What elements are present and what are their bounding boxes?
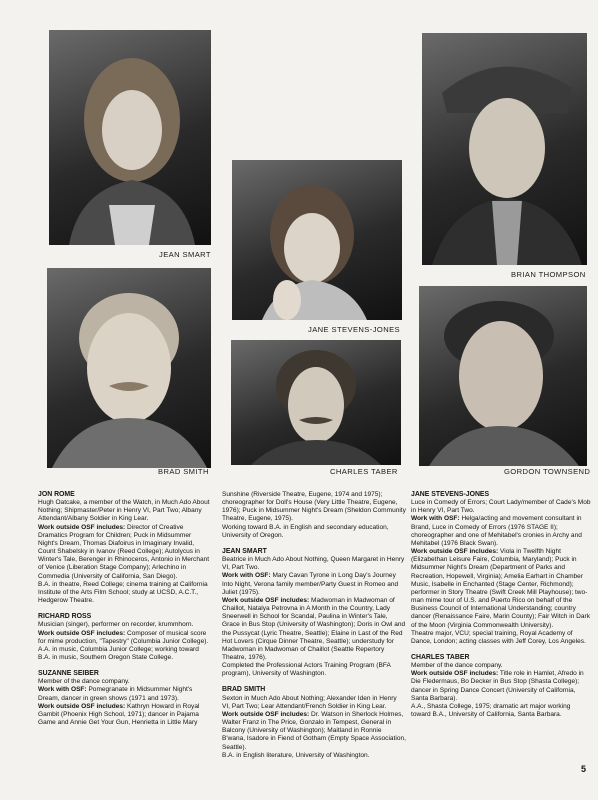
photo-brian-thompson bbox=[422, 33, 587, 265]
bio-education: B.A. in English literature, University of Washington. bbox=[222, 751, 370, 759]
bio-text: Helga/acting and movement consultant in Brand, Luce in Comedy of Errors (1976 STAGE II); choreographer and one of Mehitabel's cronies in Archy and Mehitabel (1976 Black Swan). bbox=[411, 515, 582, 547]
bio-label: Work outside OSF includes: bbox=[411, 548, 499, 556]
bio-education: Working toward B.A. in English and secondary education, University of Oregon. bbox=[222, 523, 389, 539]
bio-column-2 bbox=[222, 491, 406, 768]
bio-work-outside bbox=[38, 703, 210, 727]
bio-brad-smith bbox=[222, 686, 406, 759]
bio-education: A.A., Shasta College, 1975; dramatic art major working toward B.A., University of California, Santa Barbara. bbox=[411, 702, 571, 719]
portrait-man-icon bbox=[422, 33, 587, 265]
bio-charles-taber bbox=[411, 654, 591, 719]
bio-work-outside bbox=[222, 711, 406, 752]
bio-label: Work outside OSF includes: bbox=[411, 670, 499, 678]
bio-roles: Sexton in Much Ado About Nothing; Alexander Iden in Henry VI, Part Two; Lear Attendant/French Soldier in King Lear. bbox=[222, 694, 397, 710]
bio-roles: Musician (singer), performer on recorder, krummhorn. bbox=[38, 621, 194, 629]
bio-name: JEAN SMART bbox=[222, 547, 267, 555]
bio-roles: Hugh Oatcake, a member of the Watch, in Much Ado About Nothing; Shipmaster/Peter in Henry VI, Part Two; Albany Attendant/Albany Soldier in King Lear. bbox=[38, 499, 210, 523]
bio-work-with bbox=[411, 515, 591, 548]
bio-name: JANE STEVENS-JONES bbox=[411, 491, 490, 498]
bio-work-with bbox=[222, 572, 406, 596]
bio-name: CHARLES TABER bbox=[411, 653, 470, 661]
bio-jean-smart bbox=[222, 548, 406, 679]
bio-work-outside bbox=[411, 548, 591, 630]
bio-text: Kathryn Howard in Royal Gambit (Phoenix High School, 1971); dancer in Pajama Game and Annie Get Your Gun, Henrietta in Little Mary bbox=[38, 702, 200, 727]
bio-text: Composer of musical score for mime production, "Tapestry" (Columbia Junior College). bbox=[38, 629, 209, 645]
bio-text: Sunshine (Riverside Theatre, Eugene, 1974 and 1975); choreographer for Doll's House (Very Little Theatre, Eugene, 1976); Puck in Midsummer Night's Dream (Sheldon Community Theatre, Eugene, 1975). bbox=[222, 491, 406, 523]
bio-text: Title role in Hamlet, Afredo in Die Fledermaus, Bo Decker in Bus Stop (Shasta College); dancer in Spring Dance Concert (University of California, Santa Barbara). bbox=[411, 670, 584, 702]
bio-name: RICHARD ROSS bbox=[38, 613, 92, 621]
portrait-woman-icon bbox=[49, 30, 211, 245]
bio-label: Work outside OSF includes: bbox=[222, 596, 310, 604]
bio-text: Director of Creative Dramatics Program for Children; Puck in Midsummer Night's Dream, Thomas Diafoirus in Imaginary Invalid, Count Shabelsky in Ivanov (Reed College); Autolycus in Winter's Tale, Berenger in Rhinoceros, Antonio in Merchant of Venice (Liberation Stage Company); Arlechino in Commedia (University of California, San Diego). bbox=[38, 523, 210, 580]
caption-charles-taber: CHARLES TABER bbox=[330, 467, 398, 476]
bio-jon-rome bbox=[38, 491, 210, 605]
bio-work-outside bbox=[411, 670, 591, 703]
portrait-man-icon bbox=[47, 268, 211, 468]
bio-label: Work outside OSF includes: bbox=[38, 629, 126, 637]
bio-name: BRAD SMITH bbox=[222, 686, 266, 694]
bio-education: A.A. in music, Columbia Junior College; working toward B.A. in music, Southern Oregon State College. bbox=[38, 645, 199, 661]
bio-jane-stevens-jones bbox=[411, 491, 591, 646]
photo-jean-smart bbox=[49, 30, 211, 245]
bio-label: Work with OSF: bbox=[222, 572, 271, 580]
bio-column-1 bbox=[38, 491, 210, 735]
bio-work-outside bbox=[222, 597, 406, 662]
caption-brian-thompson: BRIAN THOMPSON bbox=[511, 270, 586, 279]
bio-roles: Member of the dance company. bbox=[411, 662, 503, 670]
bio-roles: Luce in Comedy of Errors; Court Lady/member of Cade's Mob in Henry VI, Part Two. bbox=[411, 499, 591, 515]
bio-suzanne-seiber bbox=[38, 670, 210, 727]
bio-suzanne-seiber-continued bbox=[222, 491, 406, 540]
bio-label: Work with OSF: bbox=[411, 515, 460, 523]
photo-jane-stevens-jones bbox=[232, 160, 402, 320]
bio-text: Dr. Watson in Sherlock Holmes, Walter Franz in The Price, Gonzalo in Tempest, General in Balcony (University of Washington); Maitland in Ronnie B'wana, Isadore in Fiend of Gotham (Empty Space Association, Seattle). bbox=[222, 710, 406, 751]
photo-gordon-townsend bbox=[419, 286, 587, 466]
bio-education: B.A. in theatre, Reed College; cinema training at California Institute of the Arts Film School; study at UCSD, A.C.T., Hedgerow Theatre. bbox=[38, 580, 208, 605]
bio-work-with bbox=[38, 686, 210, 702]
bio-label: Work outside OSF includes: bbox=[38, 523, 126, 531]
caption-gordon-townsend: GORDON TOWNSEND bbox=[504, 467, 591, 476]
bio-column-3 bbox=[411, 491, 591, 727]
photo-brad-smith bbox=[47, 268, 211, 468]
bio-text: Mary Cavan Tyrone in Long Day's Journey Into Night, Verona family member/Party Guest in Romeo and Juliet (1975). bbox=[222, 572, 399, 596]
portrait-woman-icon bbox=[232, 160, 402, 320]
bio-text: Pomegranate in Midsummer Night's Dream, dancer in green shows (1971 and 1973). bbox=[38, 686, 193, 702]
bio-name: JON ROME bbox=[38, 491, 75, 498]
bio-roles: Beatrice in Much Ado About Nothing, Queen Margaret in Henry VI, Part Two. bbox=[222, 556, 405, 572]
bio-education: Theatre major, VCU; special training, Royal Academy of Dance, London; acting classes with Jeff Corey, Los Angeles. bbox=[411, 629, 586, 645]
portrait-man-icon bbox=[231, 340, 401, 465]
caption-brad-smith: BRAD SMITH bbox=[158, 467, 209, 476]
bio-label: Work with OSF: bbox=[38, 686, 87, 694]
photo-charles-taber bbox=[231, 340, 401, 465]
bio-education: Completed the Professional Actors Training Program (BFA program), University of Washington. bbox=[222, 662, 391, 678]
bio-name: SUZANNE SEIBER bbox=[38, 670, 99, 678]
caption-jane-stevens-jones: JANE STEVENS-JONES bbox=[308, 325, 401, 334]
bio-work-outside bbox=[38, 524, 210, 581]
bio-text: Viola in Twelfth Night (Elizabethan Leisure Faire, Columbia, Maryland); Puck in Midsummer Night's Dream (Department of Parks and Recreation, Hopewell, Virginia); Amelia Earhart in Chamber Music, Isabelle in Enchanted (Stage Center, Richmond); performer in Story Theatre (Swift Creek Mill Playhouse); two-man mime tour of U.S. and Puerto Rico on behalf of the Business Council of International Understanding; country dancer (Renaissance Faire, Marin County); Fair Witch in Dark of the Moon (Virginia Commonwealth University). bbox=[411, 548, 591, 629]
page-number: 5 bbox=[580, 764, 586, 774]
bio-work-outside bbox=[38, 630, 210, 646]
bio-richard-ross bbox=[38, 613, 210, 662]
portrait-man-icon bbox=[419, 286, 587, 466]
bio-roles: Member of the dance company. bbox=[38, 678, 130, 686]
bio-label: Work outside OSF includes: bbox=[222, 710, 310, 718]
bio-label: Work outside OSF includes: bbox=[38, 702, 126, 710]
bio-text: Madwoman in Madwoman of Chaillot, Natalya Petrovna in A Month in the Country, Lady Sneerwell in School for Scandal, Paulina in Winter's Tale, Grace in Bus Stop (University of Washington); Doris in Owl and the Pussycat (Lyric Theatre, Seattle); Elaine in Last of the Red Hot Lovers (Cirque Dinner Theatre, Seattle); understudy for Madwoman in Madwoman of Chaillot (Seattle Repertory Theatre, 1976). bbox=[222, 596, 406, 661]
caption-jean-smart: JEAN SMART bbox=[159, 250, 211, 259]
